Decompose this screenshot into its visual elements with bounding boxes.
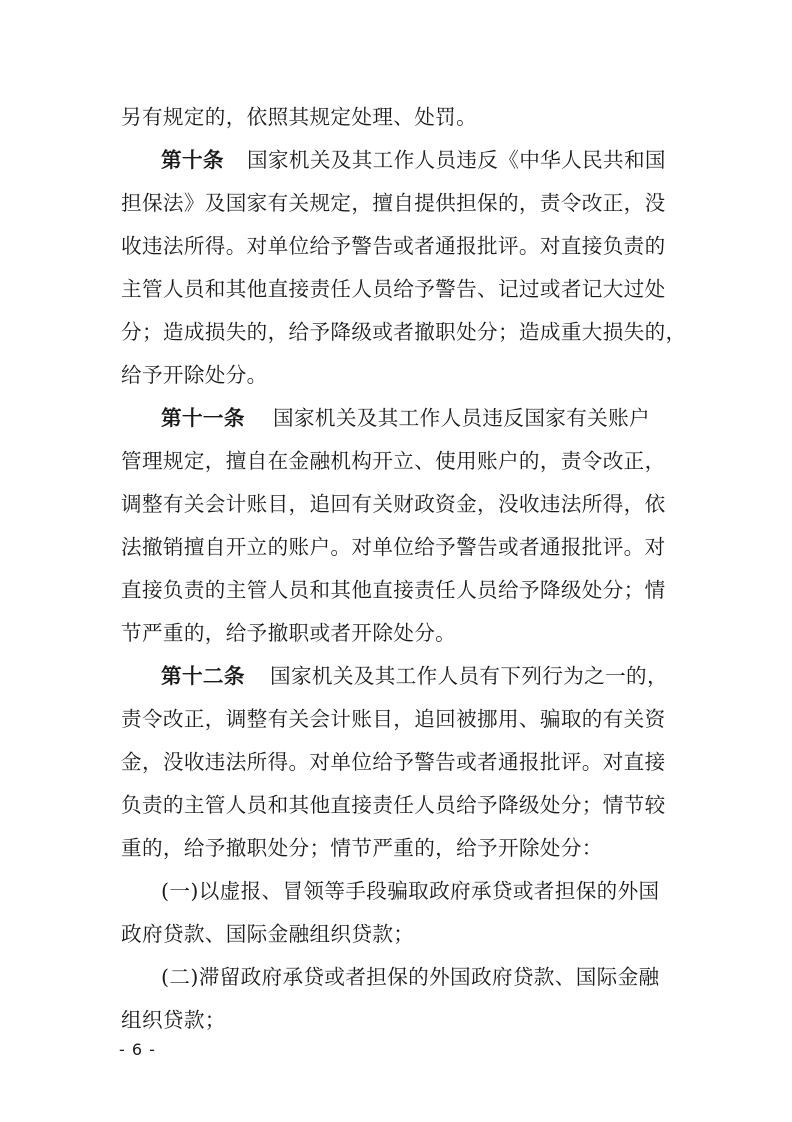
text-line: 国家机关及其工作人员违反国家有关账户 bbox=[273, 406, 650, 430]
text-line: 国家机关及其工作人员违反《中华人民共和国 bbox=[247, 148, 666, 172]
text-line: 节严重的，给予撤职或者开除处分。 bbox=[121, 621, 457, 645]
text-line: 给予开除处分。 bbox=[121, 363, 268, 387]
text-line: 担保法》及国家有关规定，擅自提供担保的，责令改正，没 bbox=[121, 191, 666, 215]
article-heading: 第十条 bbox=[161, 148, 224, 172]
text-line: 管理规定，擅自在金融机构开立、使用账户的，责令改正， bbox=[121, 449, 666, 473]
text-line: 收违法所得。对单位给予警告或者通报批评。对直接负责的 bbox=[121, 234, 666, 258]
text-line: 金，没收违法所得。对单位给予警告或者通报批评。对直接 bbox=[121, 750, 666, 774]
list-item: (一)以虚报、冒领等手段骗取政府承贷或者担保的外国 bbox=[161, 879, 660, 903]
text-line: 直接负责的主管人员和其他直接责任人员给予降级处分；情 bbox=[121, 578, 666, 602]
text-line: 责令改正，调整有关会计账目，追回被挪用、骗取的有关资 bbox=[121, 707, 666, 731]
text-line: 另有规定的，依照其规定处理、处罚。 bbox=[121, 105, 478, 129]
article-heading: 第十二条 bbox=[161, 664, 245, 688]
article-heading: 第十一条 bbox=[161, 406, 245, 430]
page-number: - 6 - bbox=[119, 1040, 156, 1059]
text-line: 政府贷款、国际金融组织贷款； bbox=[121, 922, 415, 946]
text-line: 分；造成损失的，给予降级或者撤职处分；造成重大损失的， bbox=[121, 320, 687, 344]
text-line: 主管人员和其他直接责任人员给予警告、记过或者记大过处 bbox=[121, 277, 666, 301]
text-line: 法撤销擅自开立的账户。对单位给予警告或者通报批评。对 bbox=[121, 535, 666, 559]
text-line: 重的，给予撤职处分；情节严重的，给予开除处分： bbox=[121, 836, 603, 860]
text-line: 负责的主管人员和其他直接责任人员给予降级处分；情节较 bbox=[121, 793, 666, 817]
text-line: 组织贷款； bbox=[121, 1008, 226, 1032]
text-line: 调整有关会计账目，追回有关财政资金，没收违法所得，依 bbox=[121, 492, 666, 516]
list-item: (二)滞留政府承贷或者担保的外国政府贷款、国际金融 bbox=[161, 965, 660, 989]
text-line: 国家机关及其工作人员有下列行为之一的， bbox=[270, 664, 668, 688]
